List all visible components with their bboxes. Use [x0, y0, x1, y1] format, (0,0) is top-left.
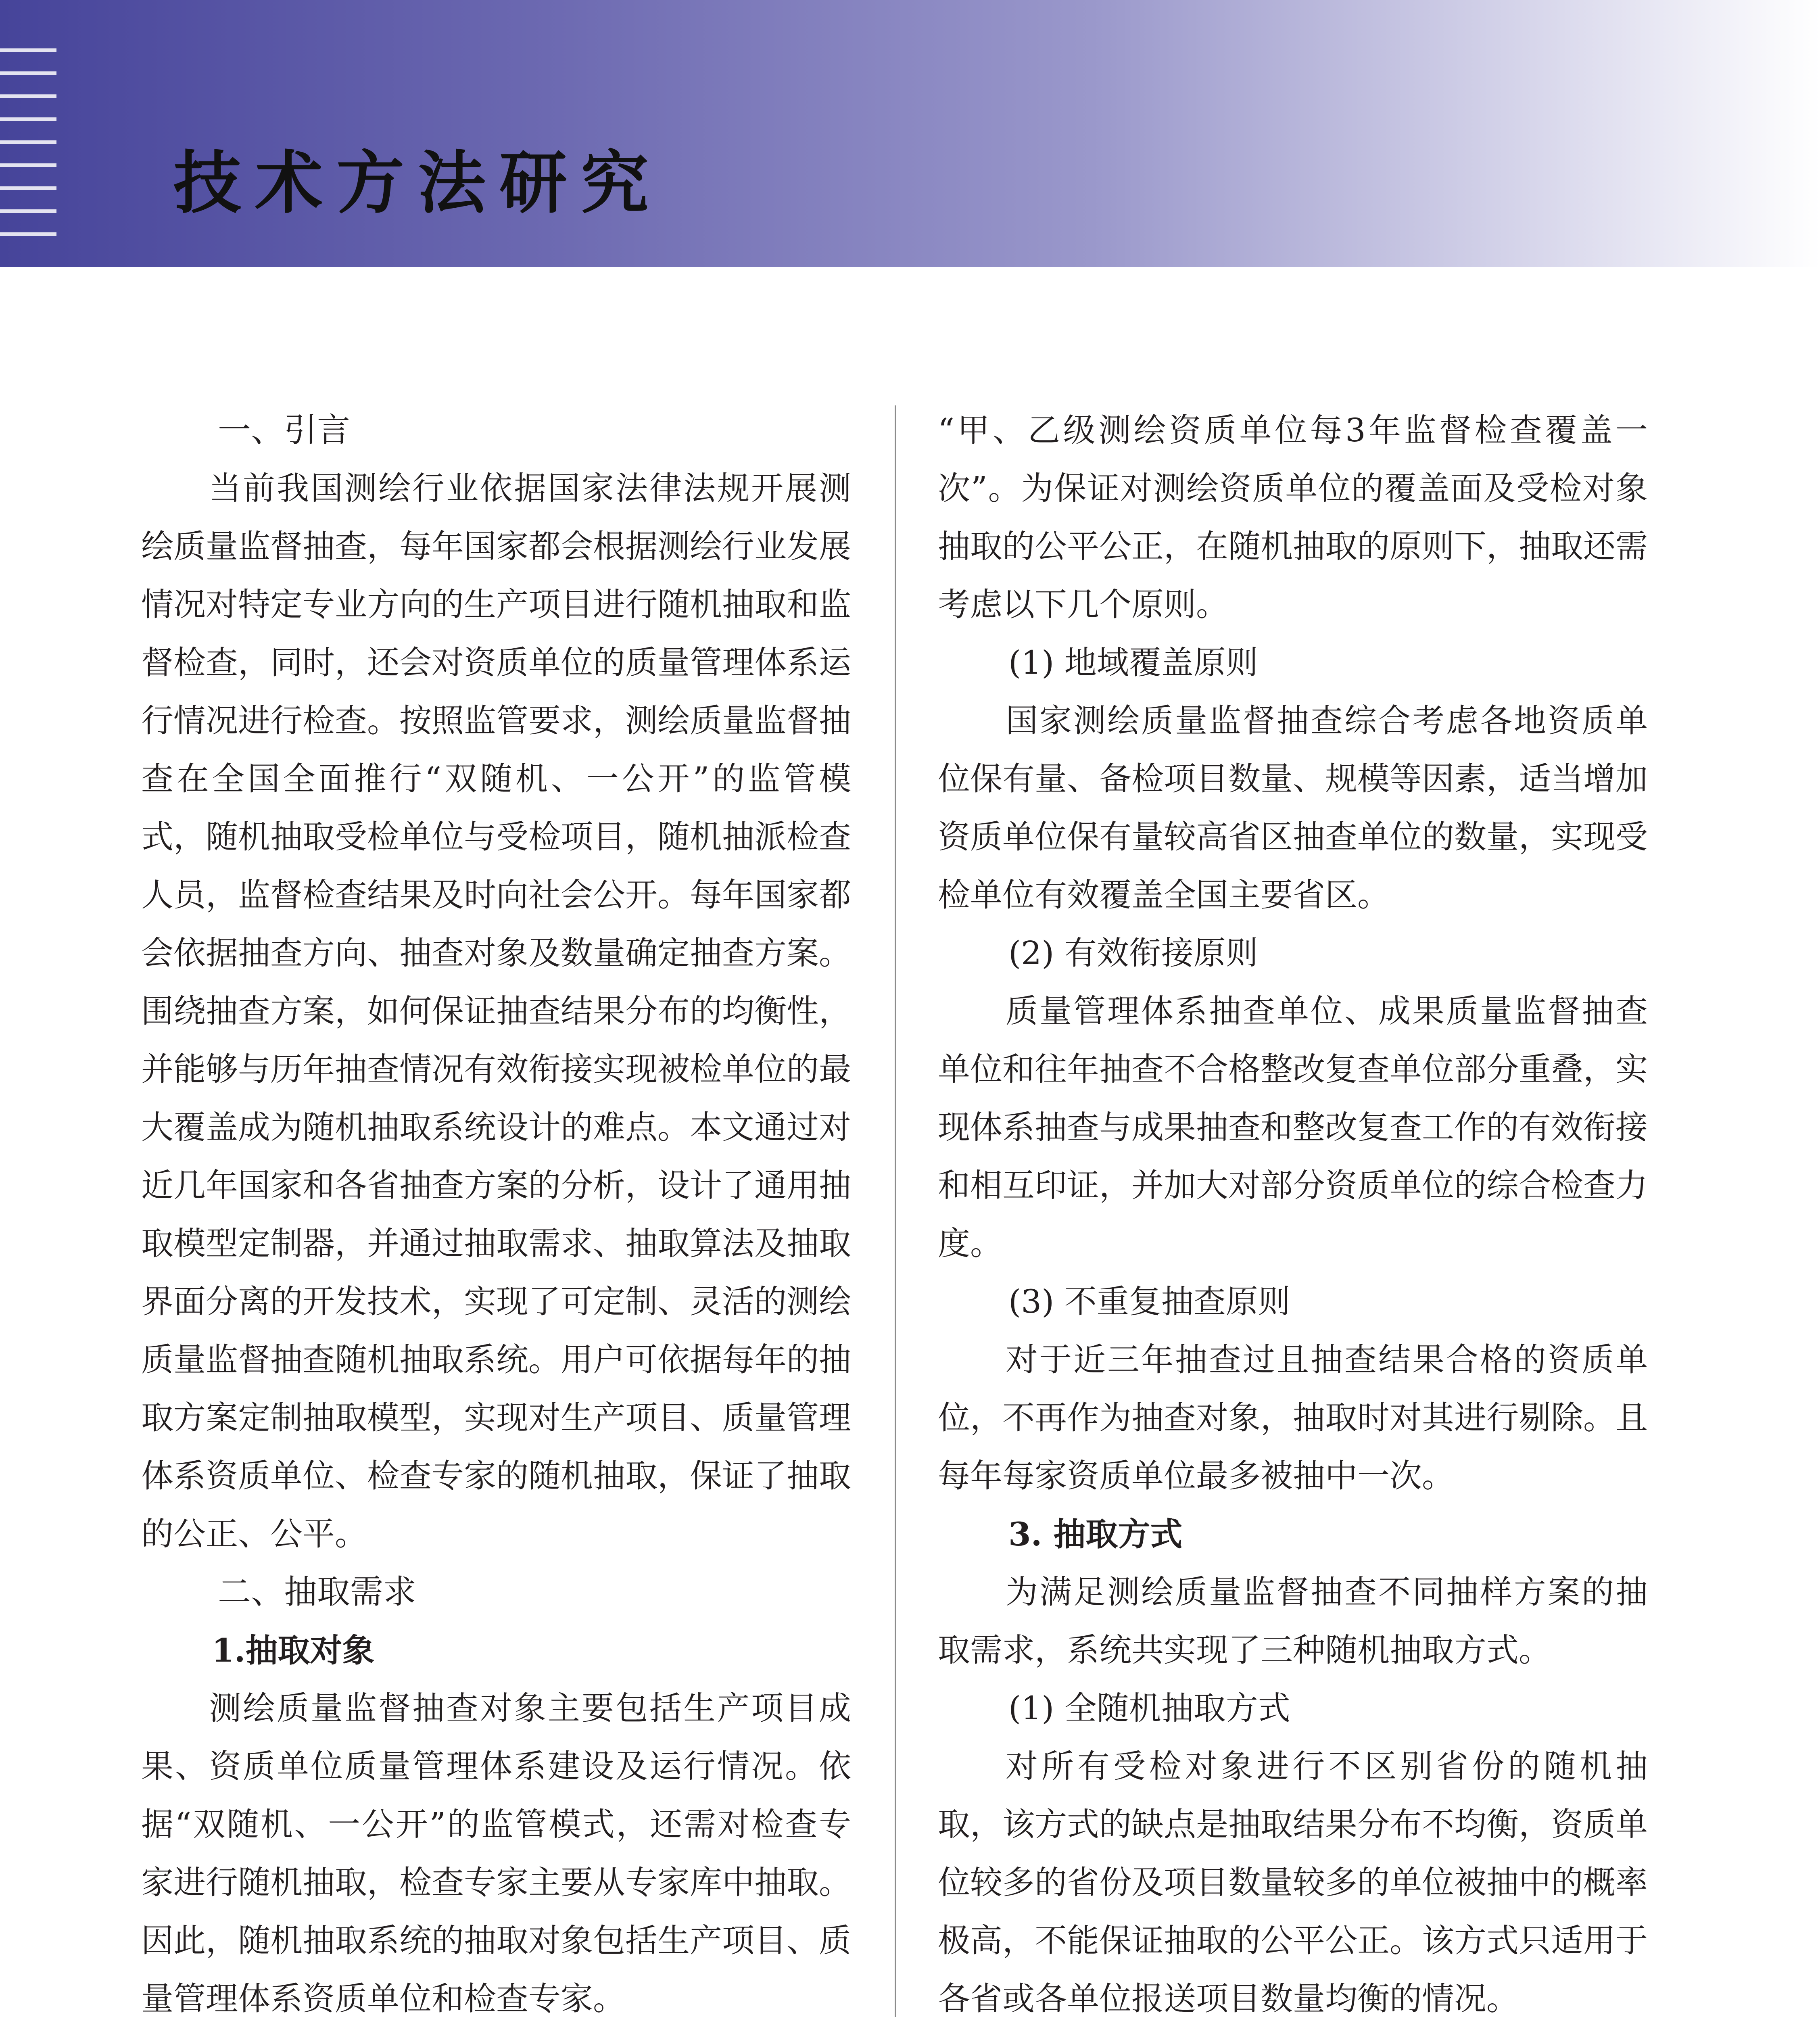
- column-divider: [895, 405, 896, 2017]
- left-column: [141, 401, 851, 2017]
- paragraph-effective-linkage: 质量管理体系抽查单位、成果质量监督抽查单位和往年抽查不合格整改复查单位部分重叠，实现体系抽查与成果抽查和整改复查工作的有效衔接和相互印证，并加大对部分资质单位的综合检查力度。: [938, 992, 1648, 1262]
- decorative-stripes: [0, 48, 61, 258]
- stripe-line: [0, 232, 56, 236]
- subheading-effective-linkage: (2) 有效衔接原则: [1008, 934, 1258, 972]
- heading-extraction-objects: 1.抽取对象: [212, 1631, 375, 1669]
- section-title: 技术方法研究: [173, 144, 662, 223]
- stripe-line: [0, 163, 56, 167]
- paragraph-extraction-modes: 为满足测绘质量监督抽查不同抽样方案的抽取需求，系统共实现了三种随机抽取方式。: [938, 1573, 1648, 1669]
- heading-extraction-modes: 3. 抽取方式: [1008, 1515, 1183, 1553]
- paragraph-no-repeat: 对于近三年抽查过且抽查结果合格的资质单位，不再作为抽查对象，抽取时对其进行剔除。且每年每家资质单位最多被抽中一次。: [938, 1341, 1648, 1495]
- stripe-line: [0, 71, 56, 75]
- stripe-line: [0, 140, 56, 144]
- heading-introduction: 一、引言: [218, 411, 351, 449]
- stripe-line: [0, 209, 56, 213]
- subheading-no-repeat: (3) 不重复抽查原则: [1008, 1283, 1290, 1320]
- stripe-line: [0, 186, 56, 190]
- subheading-full-random: (1) 全随机抽取方式: [1008, 1689, 1290, 1727]
- stripe-line: [0, 117, 56, 121]
- paragraph-full-random: 对所有受检对象进行不区别省份的随机抽取，该方式的缺点是抽取结果分布不均衡，资质单位较多的省份及项目数量较多的单位被抽中的概率极高，不能保证抽取的公平公正。该方式只适用于各省或各单位报送项目数量均衡的情况。: [938, 1748, 1648, 2017]
- paragraph-introduction: 当前我国测绘行业依据国家法律法规开展测绘质量监督抽查，每年国家都会根据测绘行业发展情况对特定专业方向的生产项目进行随机抽取和监督检查，同时，还会对资质单位的质量管理体系运行情况进行检查。按照监管要求，测绘质量监督抽查在全国全面推行“双随机、一公开”的监管模式，随机抽取受检单位与受检项目，随机抽派检查人员，监督检查结果及时向社会公开。每年国家都会依据抽查方向、抽查对象及数量确定抽查方案。围绕抽查方案，如何保证抽查结果分布的均衡性，并能够与历年抽查情况有效衔接实现被检单位的最大覆盖成为随机抽取系统设计的难点。本文通过对近几年国家和各省抽查方案的分析，设计了通用抽取模型定制器，并通过抽取需求、抽取算法及抽取界面分离的开发技术，实现了可定制、灵活的测绘质量监督抽查随机抽取系统。用户可依据每年的抽取方案定制抽取模型，实现对生产项目、质量管理体系资质单位、检查专家的随机抽取，保证了抽取的公正、公平。: [141, 470, 851, 1553]
- paragraph-extraction-objects: 测绘质量监督抽查对象主要包括生产项目成果、资质单位质量管理体系建设及运行情况。依据“双随机、一公开”的监管模式，还需对检查专家进行随机抽取，检查专家主要从专家库中抽取。因此，随机抽取系统的抽取对象包括生产项目、质量管理体系资质单位和检查专家。: [141, 1689, 851, 2017]
- paragraph-regional-coverage: 国家测绘质量监督抽查综合考虑各地资质单位保有量、备检项目数量、规模等因素，适当增加资质单位保有量较高省区抽查单位的数量，实现受检单位有效覆盖全国主要省区。: [938, 702, 1648, 914]
- right-column: [938, 401, 1648, 2017]
- heading-extraction-requirements: 二、抽取需求: [218, 1573, 417, 1611]
- subheading-regional-coverage: (1) 地域覆盖原则: [1008, 644, 1258, 681]
- stripe-line: [0, 48, 56, 52]
- header-banner: [0, 0, 1820, 267]
- stripe-line: [0, 94, 56, 98]
- paragraph-principles-continued: “甲、乙级测绘资质单位每3年监督检查覆盖一次”。为保证对测绘资质单位的覆盖面及受检对象抽取的公平公正，在随机抽取的原则下，抽取还需考虑以下几个原则。: [938, 411, 1648, 623]
